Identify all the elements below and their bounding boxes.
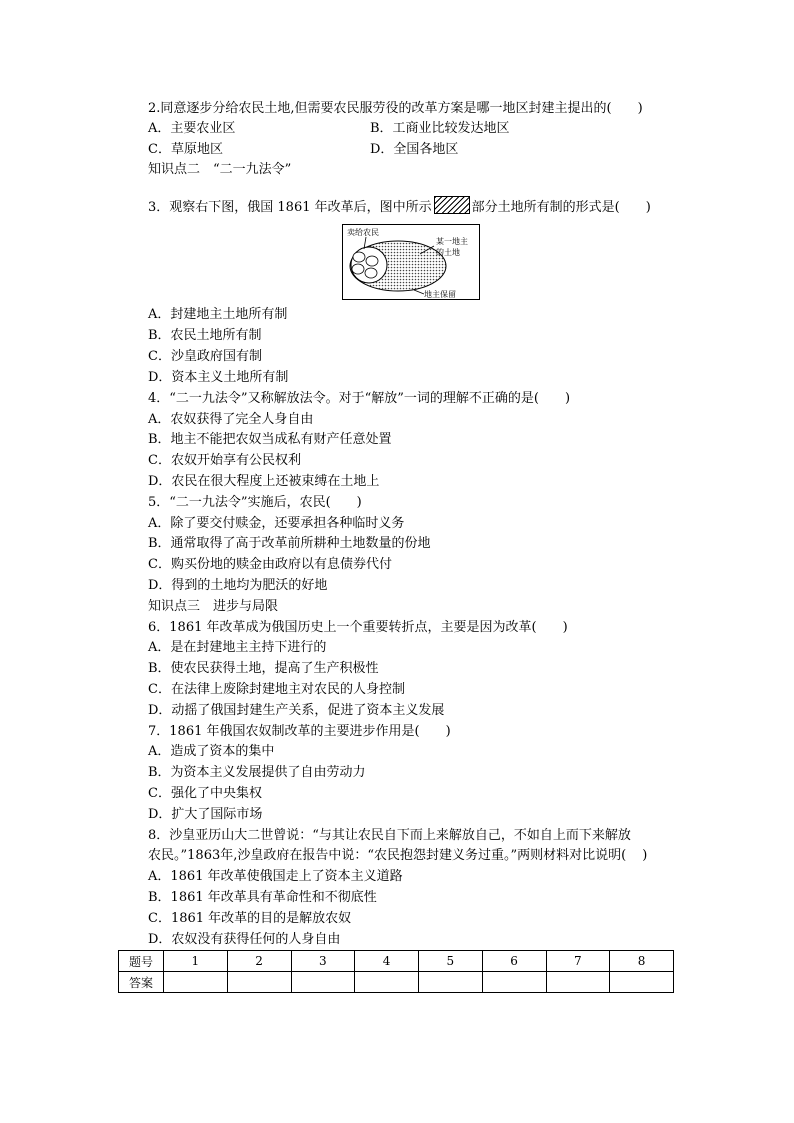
q6-option-c: C．在法律上废除封建地主对农民的人身控制 (148, 682, 405, 697)
q8-stem-line1: 8．沙皇亚历山大二世曾说：“与其让农民自下而上来解放自己，不如自上而下来解放 (148, 828, 631, 843)
q4-stem (148, 390, 570, 408)
q6-option-b: B．使农民获得土地，提高了生产积极性 (148, 661, 379, 676)
q4-option-a: A．农奴获得了完全人身自由 (148, 412, 314, 427)
answer-cell[interactable] (419, 972, 483, 993)
label-landlord-retained: 地主保留 (424, 290, 456, 299)
q2-option-d: D．全国各地区 (370, 142, 459, 157)
answer-cell[interactable] (482, 972, 546, 993)
plot-3 (365, 268, 377, 278)
q3-option-a: A．封建地主土地所有制 (148, 307, 288, 322)
q5-option-a: A．除了要交付赎金，还要承担各种临时义务 (148, 516, 405, 531)
q3-close-paren: ) (645, 200, 651, 215)
q2-option-b: B．工商业比较发达地区 (370, 121, 510, 136)
question-number-cell: 3 (291, 951, 355, 972)
q8-stem-line2-text: 农民。”1863年,沙皇政府在报告中说：“农民抱怨封建义务过重。”两则材料对比说明( (148, 848, 627, 863)
section-heading-2: 知识点二 “二一九法令” (148, 162, 292, 177)
label-landlord-1: 某一地主 (436, 237, 468, 246)
hatched-legend-swatch (434, 196, 470, 214)
answer-cell[interactable] (164, 972, 228, 993)
label-sold-to-peasants: 卖给农民 (347, 228, 379, 237)
q3-option-c: C．沙皇政府国有制 (148, 349, 262, 364)
q3-stem (148, 196, 651, 217)
q6-option-a: A．是在封建地主主持下进行的 (148, 640, 327, 655)
q3-stem-pre: 3．观察右下图，俄国 1861 年改革后，图中所示 (148, 200, 432, 215)
q4-stem-text: 4．“二一九法令”又称解放法令。对于“解放”一词的理解不正确的是( (148, 391, 539, 406)
q7-option-d: D．扩大了国际市场 (148, 807, 263, 822)
q3-option-b: B．农民土地所有制 (148, 328, 262, 343)
q2-option-c: C．草原地区 (148, 142, 223, 157)
q7-option-c: C．强化了中央集权 (148, 786, 262, 801)
q7-option-b: B．为资本主义发展提供了自由劳动力 (148, 765, 366, 780)
q5-option-d: D．得到的土地均为肥沃的好地 (148, 578, 328, 593)
q5-stem (148, 494, 362, 512)
q4-close-paren: ) (564, 391, 571, 406)
section-heading-3: 知识点三 进步与局限 (148, 599, 279, 614)
answer-cell[interactable] (227, 972, 291, 993)
answer-cell[interactable] (355, 972, 419, 993)
answer-table (118, 950, 674, 993)
q6-stem (148, 619, 568, 637)
q6-close-paren: ) (562, 620, 568, 635)
q8-stem-line2 (148, 847, 647, 865)
label-landlord-2: 的土地 (436, 248, 460, 257)
q5-option-b: B．通常取得了高于改革前所耕种土地数量的份地 (148, 536, 431, 551)
q6-option-d: D．动摇了俄国封建生产关系，促进了资本主义发展 (148, 703, 445, 718)
q5-stem-text: 5．“二一九法令”实施后，农民( (148, 495, 331, 510)
question-number-cell: 1 (164, 951, 228, 972)
q8-close-paren: ) (642, 848, 648, 863)
plot-2 (352, 264, 364, 274)
question-number-cell: 2 (227, 951, 291, 972)
q3-option-d: D．资本主义土地所有制 (148, 370, 289, 385)
q7-stem-text: 7．1861 年俄国农奴制改革的主要进步作用是( (148, 724, 420, 739)
answer-table-answer-row (119, 972, 674, 993)
question-number-cell: 6 (482, 951, 546, 972)
q5-option-c: C．购买份地的赎金由政府以有息债券代付 (148, 557, 392, 572)
answer-table-header-answer: 答案 (119, 972, 164, 993)
answer-cell[interactable] (546, 972, 610, 993)
q6-stem-text: 6．1861 年改革成为俄国历史上一个重要转折点，主要是因为改革( (148, 620, 537, 635)
question-number-cell: 5 (419, 951, 483, 972)
q2-stem (148, 100, 643, 118)
q7-option-a: A．造成了资本的集中 (148, 744, 275, 759)
answer-cell[interactable] (291, 972, 355, 993)
q8-option-d: D．农奴没有获得任何的人身自由 (148, 932, 341, 947)
answer-table-number-row (119, 951, 674, 972)
q3-stem-post: 部分土地所有制的形式是( (471, 200, 620, 215)
q5-close-paren: ) (356, 495, 362, 510)
q8-option-c: C．1861 年改革的目的是解放农奴 (148, 911, 352, 926)
q4-option-d: D．农民在很大程度上还被束缚在土地上 (148, 474, 380, 489)
q4-option-c: C．农奴开始享有公民权利 (148, 453, 301, 468)
question-number-cell: 4 (355, 951, 419, 972)
plot-1 (353, 252, 365, 262)
q7-close-paren: ) (445, 724, 451, 739)
q2-stem-text: 2.同意逐步分给农民土地,但需要农民服劳役的改革方案是哪一地区封建主提出的( (148, 101, 612, 116)
q2-close-paren: ) (637, 101, 643, 116)
question-number-cell: 8 (610, 951, 674, 972)
land-division-figure (342, 224, 480, 300)
q8-option-a: A．1861 年改革使俄国走上了资本主义道路 (148, 869, 403, 884)
q7-stem (148, 723, 451, 741)
q4-option-b: B．地主不能把农奴当成私有财产任意处置 (148, 432, 392, 447)
question-number-cell: 7 (546, 951, 610, 972)
answer-cell[interactable] (610, 972, 674, 993)
q8-option-b: B．1861 年改革具有革命性和不彻底性 (148, 890, 377, 905)
q2-option-a: A．主要农业区 (148, 121, 236, 136)
plot-4 (366, 256, 378, 266)
answer-table-header-number: 题号 (119, 951, 164, 972)
